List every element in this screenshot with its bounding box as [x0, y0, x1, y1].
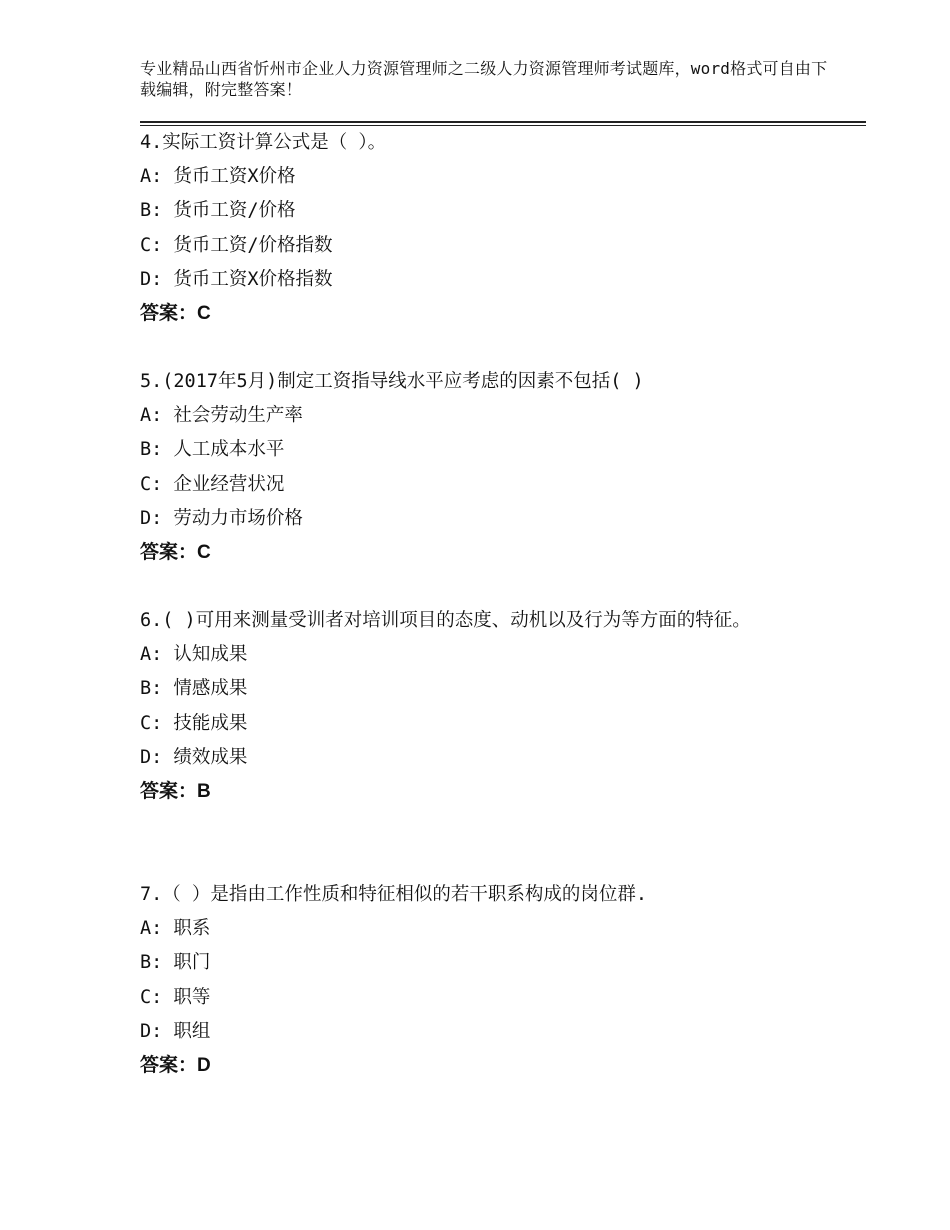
- option-a: A: 职系: [140, 918, 211, 940]
- option-d: D: 劳动力市场价格: [140, 507, 303, 529]
- question-7: [140, 878, 820, 1083]
- answer-label: 答案：B: [140, 780, 211, 802]
- option-d: D: 绩效成果: [140, 746, 248, 768]
- header-divider-thick: [140, 121, 866, 123]
- option-c: C: 企业经营状况: [140, 473, 285, 495]
- option-d: D: 职组: [140, 1020, 211, 1042]
- question-stem: 6.( )可用来测量受训者对培训项目的态度、动机以及行为等方面的特征。: [140, 610, 751, 631]
- option-b: B: 职门: [140, 952, 211, 974]
- answer-label: 答案：D: [140, 1054, 211, 1076]
- option-b: B: 人工成本水平: [140, 439, 285, 461]
- option-b: B: 情感成果: [140, 678, 248, 700]
- option-d: D: 货币工资X价格指数: [140, 268, 333, 290]
- option-c: C: 技能成果: [140, 712, 248, 734]
- document-header: 专业精品山西省忻州市企业人力资源管理师之二级人力资源管理师考试题库，word格式可自由下载编辑，附完整答案！: [140, 59, 828, 99]
- question-stem: 4.实际工资计算公式是（ ）。: [140, 132, 387, 153]
- answer-label: 答案：C: [140, 302, 211, 324]
- option-b: B: 货币工资/价格: [140, 200, 296, 222]
- question-stem: 5.(2017年5月)制定工资指导线水平应考虑的因素不包括( ): [140, 371, 644, 392]
- question-6: [140, 604, 820, 809]
- option-a: A: 认知成果: [140, 644, 248, 666]
- question-stem: 7.（ ）是指由工作性质和特征相似的若干职系构成的岗位群.: [140, 884, 648, 905]
- option-c: C: 职等: [140, 986, 211, 1008]
- option-a: A: 社会劳动生产率: [140, 405, 303, 427]
- question-4: [140, 126, 820, 331]
- answer-label: 答案：C: [140, 541, 211, 563]
- option-c: C: 货币工资/价格指数: [140, 234, 333, 256]
- question-5: [140, 365, 820, 570]
- option-a: A: 货币工资X价格: [140, 166, 296, 188]
